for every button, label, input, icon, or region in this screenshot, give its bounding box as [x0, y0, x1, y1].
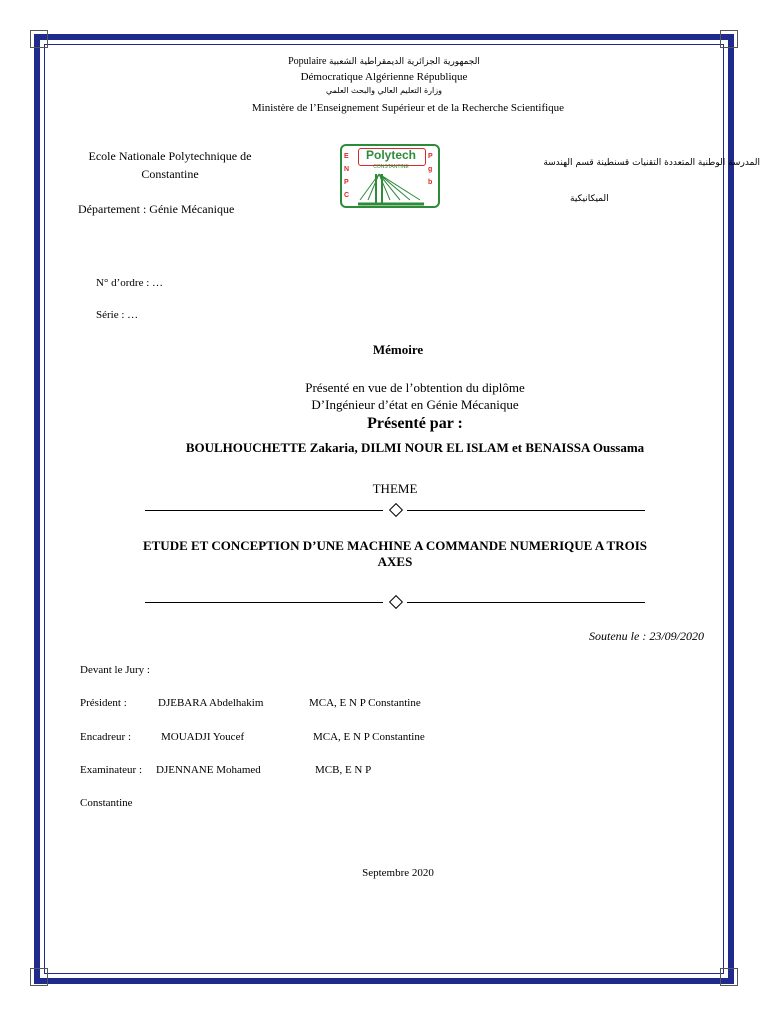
theme-label: THEME	[372, 481, 418, 496]
order-number: N° d’ordre : …	[96, 277, 164, 289]
republic-text: Démocratique Algérienne République	[300, 71, 468, 83]
logo-left-letters: ENPC	[344, 153, 350, 199]
logo-sub: CONSTANTINE	[373, 164, 409, 170]
corner-mark	[720, 30, 738, 48]
jury-grade: MCB, E N P	[315, 764, 372, 776]
school-name: Ecole Nationale Polytechnique de Constantine	[88, 149, 252, 181]
arabic-school-line2: الميكانيكية	[570, 194, 609, 204]
memoire-line1: Présenté en vue de l’obtention du diplôme	[305, 380, 525, 395]
jury-heading: Devant le Jury :	[80, 664, 150, 676]
serie-number: Série : …	[96, 309, 139, 321]
jury-name: MOUADJI Youcef	[161, 731, 245, 743]
jury-grade: MCA, E N P Constantine	[313, 731, 425, 743]
soutenu-date: Soutenu le : 23/09/2020	[589, 629, 704, 643]
jury-role: Président :	[80, 697, 127, 709]
divider	[145, 504, 645, 516]
divider	[145, 596, 645, 608]
ministry-text: Ministère de l’Enseignement Supérieur et de la Recherche Scientifique	[251, 102, 565, 114]
jury-role: Examinateur :	[80, 764, 143, 776]
bridge-icon	[356, 170, 426, 206]
corner-mark	[30, 30, 48, 48]
jury-overflow: Constantine	[80, 797, 133, 809]
arabic-school-line1: المدرسة الوطنية المتعددة التقنيات قسنطينة قسم الهندسة	[543, 158, 760, 168]
footer-date: Septembre 2020	[362, 867, 434, 879]
jury-name: DJENNANE Mohamed	[156, 764, 261, 776]
presented-by: Présenté par :	[367, 415, 463, 432]
header-line1	[0, 56, 768, 67]
jury-name: DJEBARA Abdelhakim	[158, 697, 264, 709]
corner-mark	[720, 968, 738, 986]
arabic-republic-text: الجمهورية الجزائرية الديمقراطية الشعبية	[328, 57, 480, 67]
corner-mark	[30, 968, 48, 986]
memoire-line2: D’Ingénieur d’état en Génie Mécanique	[311, 397, 519, 412]
jury-grade: MCA, E N P Constantine	[309, 697, 421, 709]
logo-right-letters: Pgb	[428, 153, 433, 186]
logo-text: Polytech	[365, 148, 416, 162]
arabic-ministry-text: وزارة التعليم العالي والبحث العلمي	[326, 86, 442, 95]
department: Département : Génie Mécanique	[78, 202, 235, 216]
populaire-text: Populaire	[288, 56, 327, 67]
polytech-logo	[340, 144, 440, 208]
memoire-title: Mémoire	[372, 342, 424, 357]
theme-title: ETUDE ET CONCEPTION D’UNE MACHINE A COMMANDE NUMERIQUE A TROIS AXES	[142, 538, 648, 569]
jury-role: Encadreur :	[80, 731, 131, 743]
authors: BOULHOUCHETTE Zakaria, DILMI NOUR EL ISLAM et BENAISSA Oussama	[185, 440, 645, 455]
